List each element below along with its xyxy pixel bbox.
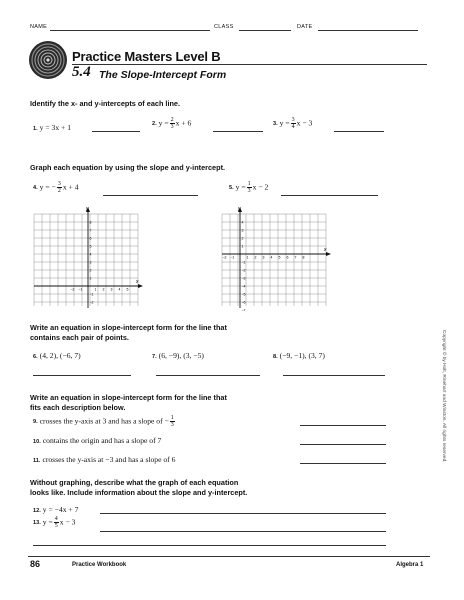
y-tick-label: −2	[241, 268, 246, 273]
x-tick-label: 1	[246, 255, 249, 260]
name-line[interactable]	[50, 30, 210, 31]
answer-line-2[interactable]	[213, 131, 263, 132]
y-tick-label: −1	[241, 260, 246, 265]
section-title: The Slope-Intercept Form	[99, 69, 227, 81]
copyright-note: Copyright © by Holt, Rinehart and Winston. All rights reserved.	[441, 330, 446, 463]
title-rule	[72, 64, 427, 65]
graph1-y-label: y	[86, 206, 89, 212]
x-tick-label: 7	[294, 255, 297, 260]
answer-line-6[interactable]	[33, 375, 131, 376]
y-tick-label: −5	[241, 292, 246, 297]
answer-line-13b[interactable]	[33, 545, 386, 546]
footer-course: Algebra 1	[396, 562, 424, 568]
section-number: 5.4	[72, 64, 91, 80]
date-label: DATE	[297, 24, 313, 30]
question-7: 7. (6, −9), (3, −5)	[152, 351, 204, 360]
answer-line-5[interactable]	[281, 195, 378, 196]
question-1: 1. y = 3x + 1	[33, 123, 72, 132]
y-tick-label: −3	[241, 276, 246, 281]
answer-line-11[interactable]	[300, 463, 386, 464]
graph1-x-label: x	[136, 279, 139, 285]
x-tick-label: −1	[78, 287, 83, 292]
y-tick-label: 3	[89, 260, 92, 265]
question-4: 4. y = − $\frac{3}{2}$ x + 4	[33, 181, 79, 195]
answer-line-13[interactable]	[100, 531, 386, 532]
y-tick-label: 6	[89, 236, 92, 241]
section4-instruction: Write an equation in slope-intercept form for the line that fits each description below.	[30, 393, 227, 412]
y-tick-label: 2	[241, 236, 244, 241]
date-line[interactable]	[318, 30, 418, 31]
y-tick-label: 3	[241, 228, 244, 233]
answer-line-12[interactable]	[100, 513, 386, 514]
answer-line-9[interactable]	[300, 425, 386, 426]
spiral-logo	[28, 40, 68, 80]
y-tick-label: −7	[241, 308, 246, 311]
x-tick-label: 2	[254, 255, 257, 260]
question-5: 5. y = $\frac{1}{3}$ x − 2	[229, 181, 269, 195]
y-tick-label: 8	[89, 220, 92, 225]
y-tick-label: −2	[89, 300, 94, 305]
class-line[interactable]	[239, 30, 291, 31]
graph2-x-label: x	[324, 247, 327, 253]
question-11: 11. crosses the y-axis at −3 and has a slope of 6	[33, 455, 176, 464]
question-3: 3. y = $\frac{3}{4}$ x − 3	[273, 117, 313, 131]
x-tick-label: 8	[302, 255, 305, 260]
x-tick-label: 3	[262, 255, 265, 260]
x-tick-label: 2	[102, 287, 105, 292]
answer-line-1[interactable]	[92, 131, 140, 132]
y-tick-label: −4	[241, 284, 246, 289]
worksheet-title: Practice Masters Level B	[72, 49, 221, 64]
x-tick-label: −1	[230, 255, 235, 260]
question-9: 9. crosses the y-axis at 3 and has a slope of − $\frac{1}{3}$	[33, 415, 174, 429]
question-2: 2. y = $\frac{2}{3}$ x + 6	[152, 117, 192, 131]
x-tick-label: −2	[70, 287, 75, 292]
graph2-y-label: y	[238, 206, 241, 212]
question-6: 6. (4, 2), (−6, 7)	[33, 351, 81, 360]
section3-instruction: Write an equation in slope-intercept form for the line that contains each pair of points.	[30, 323, 227, 342]
y-tick-label: 2	[89, 268, 92, 273]
question-12: 12. y = −4x + 7	[33, 505, 79, 514]
x-tick-label: 3	[110, 287, 113, 292]
y-tick-label: −6	[241, 300, 246, 305]
footer-rule	[28, 556, 430, 557]
x-tick-label: 5	[278, 255, 281, 260]
x-tick-label: 6	[286, 255, 289, 260]
x-tick-label: 4	[118, 287, 121, 292]
y-tick-label: 1	[241, 244, 244, 249]
y-tick-label: 7	[89, 228, 92, 233]
graph-2[interactable]	[212, 205, 332, 316]
y-tick-label: 4	[241, 220, 244, 225]
x-tick-label: 1	[94, 287, 97, 292]
section2-instruction: Graph each equation by using the slope and y-intercept.	[30, 163, 226, 172]
y-tick-label: −1	[89, 292, 94, 297]
x-tick-label: 5	[126, 287, 129, 292]
x-tick-label: −2	[222, 255, 227, 260]
question-8: 8. (−9, −1), (3, 7)	[273, 351, 325, 360]
answer-line-4[interactable]	[103, 195, 198, 196]
footer-book: Practice Workbook	[72, 562, 127, 568]
y-tick-label: 1	[89, 276, 92, 281]
graph-1[interactable]	[24, 205, 144, 316]
answer-line-10[interactable]	[300, 444, 386, 445]
section5-instruction: Without graphing, describe what the graph of each equation looks like. Include information about the slope and y-intercept.	[30, 478, 248, 497]
y-tick-label: 5	[89, 244, 92, 249]
y-tick-label: 4	[89, 252, 92, 257]
answer-line-7[interactable]	[156, 375, 260, 376]
class-label: CLASS	[214, 24, 234, 30]
section1-instruction: Identify the x- and y-intercepts of each line.	[30, 99, 181, 108]
page-number: 86	[30, 559, 41, 569]
question-13: 13. y = $\frac{4}{5}$ x − 3	[33, 516, 76, 530]
answer-line-8[interactable]	[283, 375, 385, 376]
x-tick-label: 4	[270, 255, 273, 260]
name-label: NAME	[30, 24, 48, 30]
question-10: 10. contains the origin and has a slope of 7	[33, 436, 162, 445]
answer-line-3[interactable]	[334, 131, 384, 132]
